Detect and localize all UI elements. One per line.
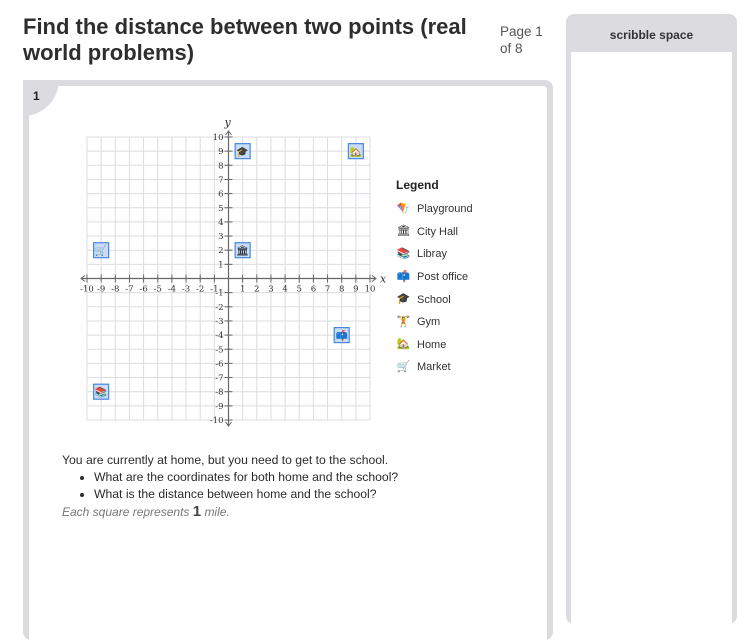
svg-text:x: x	[380, 272, 387, 286]
mailbox-icon: 📫	[396, 270, 411, 283]
legend-item	[396, 198, 496, 221]
svg-text:-4: -4	[215, 331, 224, 342]
svg-text:-7: -7	[125, 284, 134, 295]
svg-text:8: 8	[218, 161, 224, 172]
legend-label: City Hall	[417, 225, 458, 238]
scribble-area[interactable]	[571, 52, 732, 624]
svg-text:3: 3	[268, 284, 274, 295]
point-libray	[94, 384, 109, 399]
svg-text:6: 6	[310, 284, 317, 295]
svg-text:🎓: 🎓	[236, 147, 249, 159]
svg-text:1: 1	[218, 260, 224, 271]
svg-text:-9: -9	[215, 401, 224, 412]
svg-text:-1: -1	[210, 284, 219, 295]
cart-icon: 🛒	[396, 360, 411, 373]
svg-text:7: 7	[218, 175, 224, 186]
legend-item	[396, 356, 496, 379]
svg-text:-10: -10	[80, 284, 94, 295]
legend-label: School	[417, 293, 451, 306]
legend-item	[396, 334, 496, 357]
svg-text:2: 2	[218, 246, 224, 257]
tick-labels	[80, 133, 375, 426]
legend	[396, 178, 496, 379]
svg-text:🏛: 🏛	[236, 246, 250, 258]
prompt-text: You are currently at home, but you need to get to the school.	[62, 453, 389, 467]
svg-text:5: 5	[218, 203, 224, 214]
page-title: Find the distance between two points (real world problems)	[23, 14, 467, 65]
question-number: 1	[33, 89, 40, 103]
scribble-panel	[566, 14, 737, 624]
scribble-label: scribble space	[609, 28, 694, 42]
svg-text:-6: -6	[139, 284, 148, 295]
point-home	[348, 144, 363, 159]
svg-text:10: 10	[364, 284, 376, 295]
svg-text:-8: -8	[111, 284, 120, 295]
house-icon: 🏡	[396, 338, 411, 351]
svg-text:📫: 📫	[335, 331, 348, 343]
city-hall-icon: 🏛	[396, 225, 411, 238]
legend-item	[396, 288, 496, 311]
legend-title: Legend	[396, 178, 439, 192]
svg-text:4: 4	[218, 217, 224, 228]
graduation-cap-icon: 🎓	[396, 293, 411, 306]
svg-text:-10: -10	[209, 416, 224, 426]
legend-item	[396, 266, 496, 289]
legend-label: Playground	[417, 203, 473, 216]
svg-text:-2: -2	[215, 302, 224, 313]
point-city-hall	[235, 243, 250, 258]
axes	[81, 116, 387, 426]
kite-icon: 🪁	[396, 202, 411, 215]
svg-text:9: 9	[353, 284, 359, 295]
bullet-item: • What is the distance between home and the school?	[94, 486, 462, 503]
legend-item	[396, 221, 496, 244]
question-prompt	[62, 452, 462, 521]
legend-label: Libray	[417, 248, 447, 261]
svg-text:3: 3	[218, 232, 224, 243]
bullet-item: • What are the coordinates for both home and the school?	[94, 469, 462, 486]
scale-note: Each square represents 1 mile.	[62, 503, 230, 520]
svg-text:-9: -9	[97, 284, 106, 295]
question-bullets	[62, 469, 462, 503]
svg-text:📚: 📚	[94, 387, 108, 399]
svg-text:-6: -6	[215, 359, 224, 370]
svg-text:y: y	[224, 116, 231, 129]
page-indicator: Page 1 of 8	[500, 24, 543, 56]
legend-label: Gym	[417, 316, 441, 329]
svg-text:9: 9	[218, 147, 224, 158]
legend-label: Home	[417, 338, 447, 351]
svg-text:-8: -8	[215, 387, 224, 398]
svg-text:2: 2	[254, 284, 260, 295]
svg-text:10: 10	[212, 133, 224, 143]
coordinate-grid	[75, 115, 395, 435]
legend-label: Post office	[417, 271, 469, 284]
svg-text:-1: -1	[215, 288, 224, 299]
weightlifter-icon: 🏋	[396, 315, 411, 328]
svg-text:5: 5	[296, 284, 302, 295]
svg-text:4: 4	[282, 284, 288, 295]
scale-value: 1	[192, 503, 202, 520]
svg-text:-5: -5	[153, 284, 162, 295]
point-post-office	[334, 328, 349, 343]
svg-text:-4: -4	[167, 284, 177, 295]
legend-item	[396, 311, 496, 334]
svg-text:8: 8	[338, 284, 345, 295]
svg-text:6: 6	[218, 189, 224, 200]
svg-text:-2: -2	[196, 284, 205, 295]
svg-text:🏡: 🏡	[349, 147, 363, 159]
books-icon: 📚	[396, 247, 411, 260]
svg-text:-3: -3	[215, 316, 224, 327]
svg-text:1: 1	[239, 284, 246, 295]
svg-text:-3: -3	[181, 284, 191, 295]
legend-item	[396, 243, 496, 266]
svg-text:🛒: 🛒	[94, 246, 108, 258]
svg-text:7: 7	[324, 284, 331, 295]
point-school	[235, 144, 250, 159]
point-market	[94, 243, 109, 258]
legend-label: Market	[417, 361, 451, 374]
svg-text:-7: -7	[215, 373, 224, 384]
svg-text:-5: -5	[215, 345, 224, 356]
